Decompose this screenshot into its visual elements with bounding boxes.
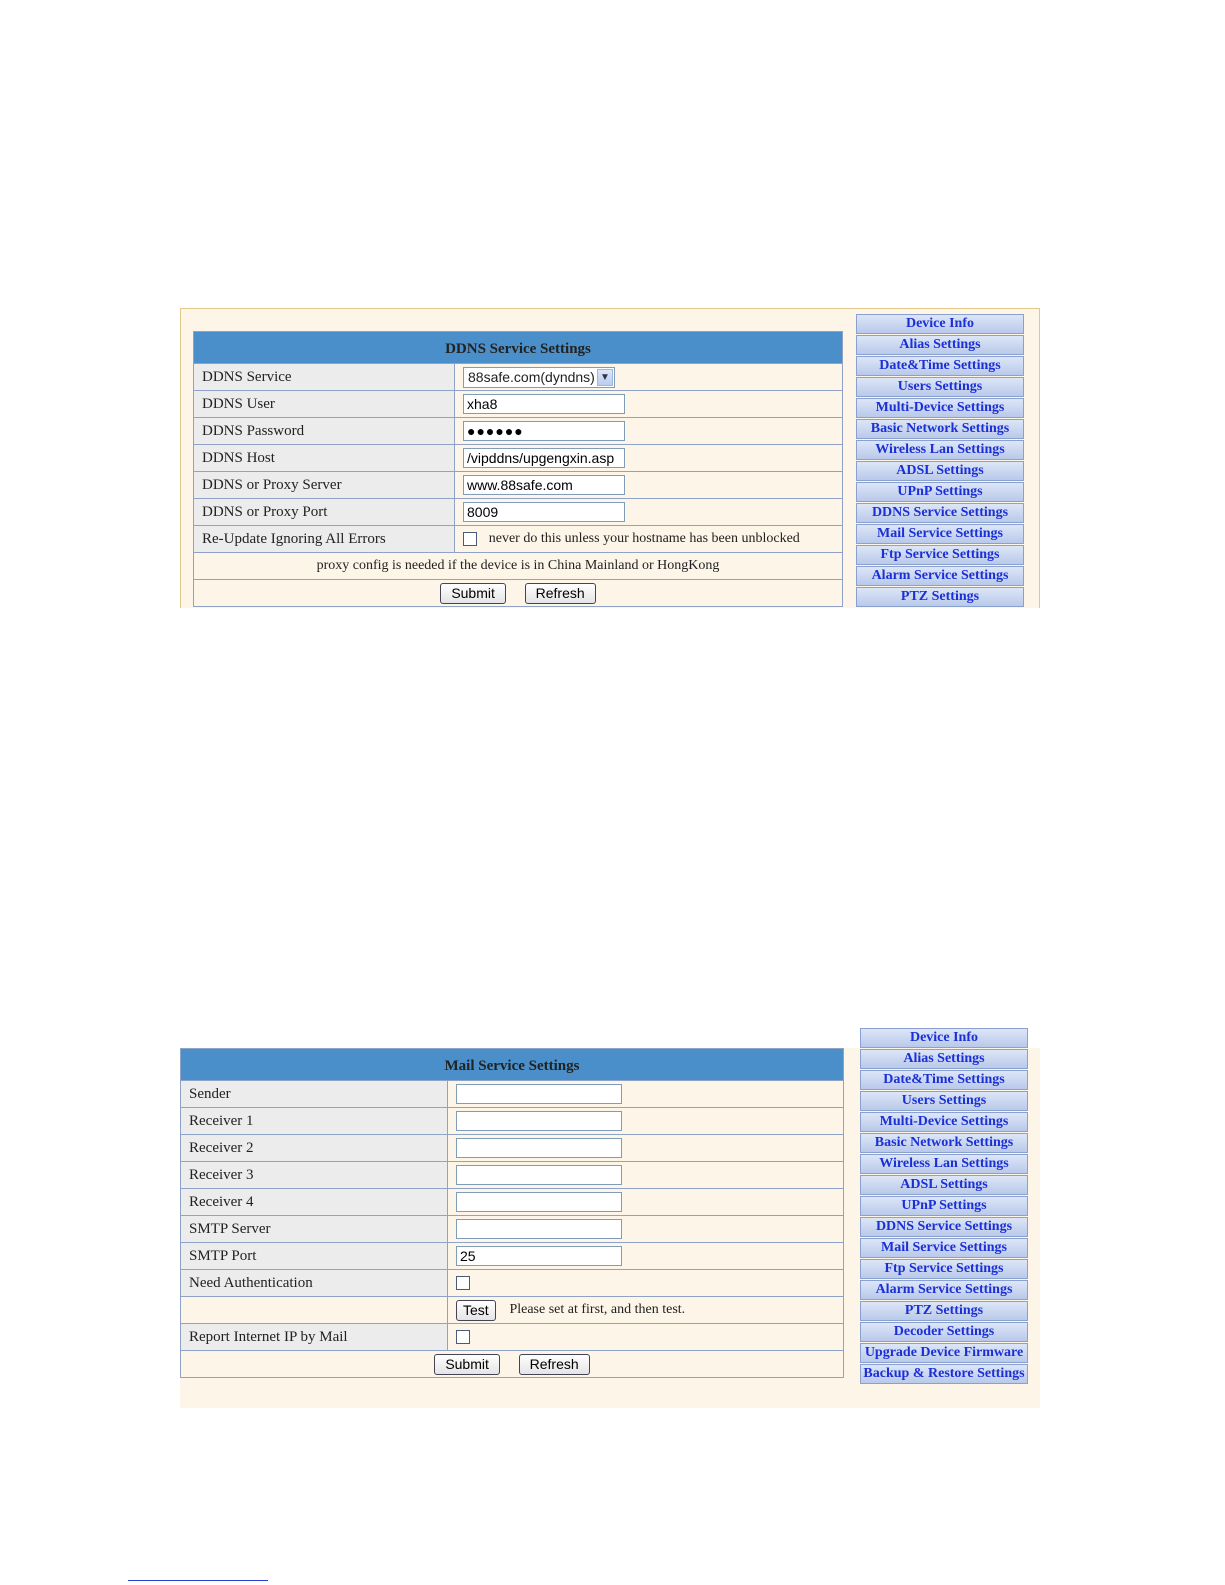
ddns-proxy-port-label: DDNS or Proxy Port xyxy=(194,499,455,526)
ddns-nav-item-ftp-service-settings[interactable]: Ftp Service Settings xyxy=(856,545,1024,565)
ddns-nav-item-wireless-lan-settings[interactable]: Wireless Lan Settings xyxy=(856,440,1024,460)
mail-nav-item-ddns-service-settings[interactable]: DDNS Service Settings xyxy=(860,1217,1028,1237)
ddns-user-input[interactable] xyxy=(463,394,625,414)
mail-receiver4-input[interactable] xyxy=(456,1192,622,1212)
mail-submit-button[interactable]: Submit xyxy=(434,1354,500,1375)
ddns-refresh-button[interactable]: Refresh xyxy=(525,583,596,604)
mail-nav-item-wireless-lan-settings[interactable]: Wireless Lan Settings xyxy=(860,1154,1028,1174)
ddns-password-label: DDNS Password xyxy=(194,418,455,445)
mail-receiver2-label: Receiver 2 xyxy=(181,1135,448,1162)
mail-refresh-button[interactable]: Refresh xyxy=(519,1354,590,1375)
mail-nav-item-multi-device-settings[interactable]: Multi-Device Settings xyxy=(860,1112,1028,1132)
ddns-service-value: 88safe.com(dyndns) xyxy=(468,368,595,385)
mail-nav-item-ptz-settings[interactable]: PTZ Settings xyxy=(860,1301,1028,1321)
mail-receiver3-label: Receiver 3 xyxy=(181,1162,448,1189)
mail-need-auth-checkbox[interactable] xyxy=(456,1276,470,1290)
mail-sidebar-nav xyxy=(860,1030,1032,1408)
ddns-settings-title: DDNS Service Settings xyxy=(194,332,843,364)
ddns-nav-item-ddns-service-settings[interactable]: DDNS Service Settings xyxy=(856,503,1024,523)
mail-report-ip-checkbox[interactable] xyxy=(456,1330,470,1344)
mail-smtp-port-label: SMTP Port xyxy=(181,1243,448,1270)
mail-receiver1-label: Receiver 1 xyxy=(181,1108,448,1135)
ddns-proxy-port-input[interactable] xyxy=(463,502,625,522)
mail-nav-item-date-time-settings[interactable]: Date&Time Settings xyxy=(860,1070,1028,1090)
mail-test-note: Please set at first, and then test. xyxy=(509,1302,686,1317)
mail-smtp-server-input[interactable] xyxy=(456,1219,622,1239)
ddns-password-input[interactable] xyxy=(463,421,625,441)
ddns-reupdate-checkbox[interactable] xyxy=(463,532,477,546)
mail-nav-item-basic-network-settings[interactable]: Basic Network Settings xyxy=(860,1133,1028,1153)
mail-need-auth-label: Need Authentication xyxy=(181,1270,448,1297)
ddns-nav-item-alarm-service-settings[interactable]: Alarm Service Settings xyxy=(856,566,1024,586)
ddns-proxy-server-input[interactable] xyxy=(463,475,625,495)
ddns-proxy-server-label: DDNS or Proxy Server xyxy=(194,472,455,499)
footer-link-underline xyxy=(128,1580,268,1581)
ddns-nav-item-upnp-settings[interactable]: UPnP Settings xyxy=(856,482,1024,502)
mail-sender-input[interactable] xyxy=(456,1084,622,1104)
ddns-nav-item-users-settings[interactable]: Users Settings xyxy=(856,377,1024,397)
mail-nav-item-upgrade-device-firmware[interactable]: Upgrade Device Firmware xyxy=(860,1343,1028,1363)
ddns-nav-item-alias-settings[interactable]: Alias Settings xyxy=(856,335,1024,355)
mail-settings-title: Mail Service Settings xyxy=(181,1049,844,1081)
ddns-service-select[interactable] xyxy=(463,367,615,388)
mail-nav-item-adsl-settings[interactable]: ADSL Settings xyxy=(860,1175,1028,1195)
ddns-service-label: DDNS Service xyxy=(194,364,455,391)
ddns-settings-table xyxy=(193,331,843,607)
chevron-down-icon[interactable]: ▼ xyxy=(597,369,613,386)
ddns-nav-item-adsl-settings[interactable]: ADSL Settings xyxy=(856,461,1024,481)
mail-report-ip-label: Report Internet IP by Mail xyxy=(181,1324,448,1351)
mail-nav-item-ftp-service-settings[interactable]: Ftp Service Settings xyxy=(860,1259,1028,1279)
ddns-proxy-note: proxy config is needed if the device is in China Mainland or HongKong xyxy=(194,553,843,580)
mail-settings-table xyxy=(180,1048,844,1378)
ddns-reupdate-label: Re-Update Ignoring All Errors xyxy=(194,526,455,553)
mail-smtp-server-label: SMTP Server xyxy=(181,1216,448,1243)
mail-nav-item-decoder-settings[interactable]: Decoder Settings xyxy=(860,1322,1028,1342)
ddns-host-input[interactable] xyxy=(463,448,625,468)
ddns-nav-item-multi-device-settings[interactable]: Multi-Device Settings xyxy=(856,398,1024,418)
mail-test-row-label xyxy=(181,1297,448,1324)
mail-test-button[interactable]: Test xyxy=(456,1300,496,1321)
mail-nav-item-device-info[interactable]: Device Info xyxy=(860,1028,1028,1048)
mail-nav-item-alarm-service-settings[interactable]: Alarm Service Settings xyxy=(860,1280,1028,1300)
ddns-nav-item-device-info[interactable]: Device Info xyxy=(856,314,1024,334)
ddns-reupdate-note: never do this unless your hostname has been unblocked xyxy=(488,531,800,547)
ddns-host-label: DDNS Host xyxy=(194,445,455,472)
ddns-submit-button[interactable]: Submit xyxy=(440,583,506,604)
ddns-sidebar-nav xyxy=(856,314,1026,608)
mail-smtp-port-input[interactable] xyxy=(456,1246,622,1266)
mail-receiver2-input[interactable] xyxy=(456,1138,622,1158)
mail-nav-item-mail-service-settings[interactable]: Mail Service Settings xyxy=(860,1238,1028,1258)
mail-receiver1-input[interactable] xyxy=(456,1111,622,1131)
ddns-nav-item-date-time-settings[interactable]: Date&Time Settings xyxy=(856,356,1024,376)
ddns-nav-item-basic-network-settings[interactable]: Basic Network Settings xyxy=(856,419,1024,439)
mail-receiver3-input[interactable] xyxy=(456,1165,622,1185)
mail-sender-label: Sender xyxy=(181,1081,448,1108)
ddns-nav-item-ptz-settings[interactable]: PTZ Settings xyxy=(856,587,1024,607)
mail-nav-item-backup-restore-settings[interactable]: Backup & Restore Settings xyxy=(860,1364,1028,1384)
mail-nav-item-alias-settings[interactable]: Alias Settings xyxy=(860,1049,1028,1069)
mail-nav-item-users-settings[interactable]: Users Settings xyxy=(860,1091,1028,1111)
mail-nav-item-upnp-settings[interactable]: UPnP Settings xyxy=(860,1196,1028,1216)
mail-receiver4-label: Receiver 4 xyxy=(181,1189,448,1216)
ddns-nav-item-mail-service-settings[interactable]: Mail Service Settings xyxy=(856,524,1024,544)
ddns-user-label: DDNS User xyxy=(194,391,455,418)
